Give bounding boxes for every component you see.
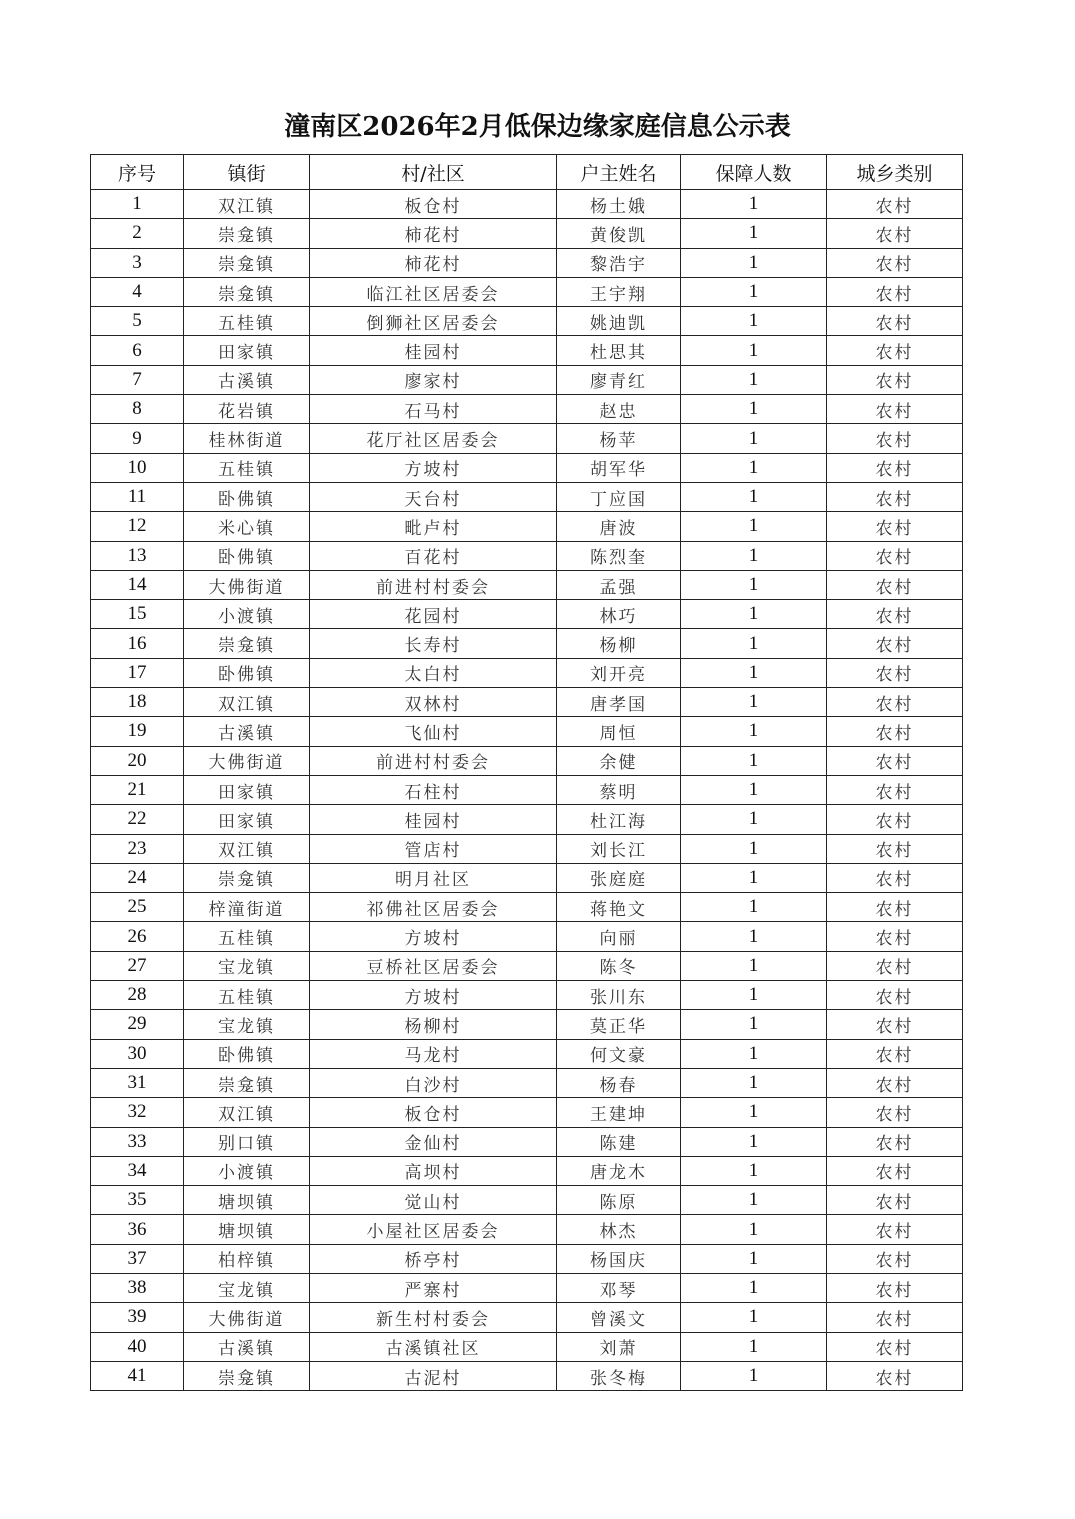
cell-town: 古溪镇 [184,717,310,746]
cell-town: 别口镇 [184,1127,310,1156]
table-row [91,1244,963,1273]
cell-town: 卧佛镇 [184,1039,310,1068]
cell-category: 农村 [827,482,963,511]
cell-village: 古溪镇社区 [310,1332,557,1361]
cell-people-count: 1 [681,365,827,394]
cell-index: 13 [91,541,184,570]
cell-people-count: 1 [681,395,827,424]
cell-index: 38 [91,1273,184,1302]
cell-category: 农村 [827,893,963,922]
cell-category: 农村 [827,1273,963,1302]
table-row [91,658,963,687]
cell-town: 花岩镇 [184,395,310,424]
table-row [91,512,963,541]
cell-householder: 张冬梅 [557,1361,681,1390]
cell-householder: 蒋艳文 [557,893,681,922]
cell-index: 5 [91,307,184,336]
cell-people-count: 1 [681,834,827,863]
cell-category: 农村 [827,1186,963,1215]
table-row [91,775,963,804]
cell-householder: 张川东 [557,981,681,1010]
cell-village: 双林村 [310,688,557,717]
cell-index: 23 [91,834,184,863]
cell-town: 崇龛镇 [184,863,310,892]
cell-people-count: 1 [681,1303,827,1332]
table-row [91,1215,963,1244]
cell-index: 36 [91,1215,184,1244]
cell-category: 农村 [827,1244,963,1273]
cell-village: 马龙村 [310,1039,557,1068]
cell-householder: 唐龙木 [557,1156,681,1185]
cell-people-count: 1 [681,541,827,570]
cell-index: 29 [91,1010,184,1039]
cell-people-count: 1 [681,1273,827,1302]
table-row [91,863,963,892]
cell-category: 农村 [827,336,963,365]
cell-index: 33 [91,1127,184,1156]
cell-people-count: 1 [681,658,827,687]
cell-category: 农村 [827,219,963,248]
cell-town: 小渡镇 [184,600,310,629]
cell-index: 14 [91,570,184,599]
cell-index: 19 [91,717,184,746]
cell-town: 塘坝镇 [184,1186,310,1215]
cell-people-count: 1 [681,424,827,453]
cell-village: 小屋社区居委会 [310,1215,557,1244]
cell-village: 前进村村委会 [310,746,557,775]
cell-index: 25 [91,893,184,922]
cell-village: 临江社区居委会 [310,277,557,306]
cell-town: 崇龛镇 [184,1068,310,1097]
cell-householder: 邓琴 [557,1273,681,1302]
cell-category: 农村 [827,277,963,306]
cell-householder: 杨国庆 [557,1244,681,1273]
table-row [91,805,963,834]
cell-people-count: 1 [681,482,827,511]
cell-householder: 陈建 [557,1127,681,1156]
cell-index: 15 [91,600,184,629]
cell-town: 古溪镇 [184,1332,310,1361]
cell-category: 农村 [827,1303,963,1332]
cell-index: 8 [91,395,184,424]
cell-people-count: 1 [681,629,827,658]
table-row [91,1332,963,1361]
cell-people-count: 1 [681,717,827,746]
cell-town: 田家镇 [184,775,310,804]
cell-village: 新生村村委会 [310,1303,557,1332]
cell-category: 农村 [827,1039,963,1068]
cell-index: 22 [91,805,184,834]
table-row [91,1156,963,1185]
cell-category: 农村 [827,395,963,424]
cell-index: 27 [91,951,184,980]
cell-village: 太白村 [310,658,557,687]
cell-people-count: 1 [681,512,827,541]
cell-people-count: 1 [681,951,827,980]
cell-town: 五桂镇 [184,981,310,1010]
table-row [91,951,963,980]
cell-village: 桂园村 [310,805,557,834]
cell-people-count: 1 [681,922,827,951]
cell-category: 农村 [827,600,963,629]
cell-index: 34 [91,1156,184,1185]
cell-people-count: 1 [681,1215,827,1244]
cell-town: 柏梓镇 [184,1244,310,1273]
cell-village: 板仓村 [310,190,557,219]
cell-people-count: 1 [681,1361,827,1390]
cell-village: 板仓村 [310,1098,557,1127]
cell-village: 花厅社区居委会 [310,424,557,453]
table-row [91,482,963,511]
cell-people-count: 1 [681,1127,827,1156]
cell-people-count: 1 [681,1068,827,1097]
cell-householder: 何文豪 [557,1039,681,1068]
cell-householder: 唐孝国 [557,688,681,717]
cell-town: 崇龛镇 [184,219,310,248]
cell-people-count: 1 [681,190,827,219]
cell-category: 农村 [827,951,963,980]
cell-index: 40 [91,1332,184,1361]
cell-householder: 曾溪文 [557,1303,681,1332]
cell-village: 杨柳村 [310,1010,557,1039]
cell-town: 塘坝镇 [184,1215,310,1244]
table-row [91,922,963,951]
table-row [91,424,963,453]
table-row [91,1039,963,1068]
header-people-count: 保障人数 [681,155,827,190]
cell-category: 农村 [827,453,963,482]
cell-people-count: 1 [681,688,827,717]
cell-index: 21 [91,775,184,804]
cell-category: 农村 [827,248,963,277]
cell-people-count: 1 [681,248,827,277]
cell-householder: 余健 [557,746,681,775]
cell-town: 大佛街道 [184,570,310,599]
cell-village: 倒狮社区居委会 [310,307,557,336]
cell-category: 农村 [827,1098,963,1127]
cell-town: 古溪镇 [184,365,310,394]
cell-village: 方坡村 [310,981,557,1010]
cell-householder: 王宇翔 [557,277,681,306]
cell-village: 管店村 [310,834,557,863]
cell-village: 高坝村 [310,1156,557,1185]
cell-village: 柿花村 [310,248,557,277]
cell-category: 农村 [827,717,963,746]
cell-town: 小渡镇 [184,1156,310,1185]
table-row [91,1303,963,1332]
cell-people-count: 1 [681,336,827,365]
cell-category: 农村 [827,834,963,863]
cell-householder: 周恒 [557,717,681,746]
cell-town: 五桂镇 [184,307,310,336]
cell-village: 柿花村 [310,219,557,248]
cell-town: 崇龛镇 [184,629,310,658]
cell-householder: 林杰 [557,1215,681,1244]
cell-people-count: 1 [681,981,827,1010]
cell-people-count: 1 [681,1098,827,1127]
cell-index: 30 [91,1039,184,1068]
cell-category: 农村 [827,688,963,717]
header-householder: 户主姓名 [557,155,681,190]
cell-category: 农村 [827,1156,963,1185]
cell-village: 方坡村 [310,922,557,951]
cell-people-count: 1 [681,1186,827,1215]
cell-people-count: 1 [681,453,827,482]
cell-town: 卧佛镇 [184,541,310,570]
table-row [91,1098,963,1127]
cell-village: 廖家村 [310,365,557,394]
cell-householder: 廖青红 [557,365,681,394]
table-row [91,629,963,658]
cell-category: 农村 [827,863,963,892]
cell-village: 天台村 [310,482,557,511]
cell-householder: 赵忠 [557,395,681,424]
table-row [91,688,963,717]
cell-householder: 胡军华 [557,453,681,482]
cell-people-count: 1 [681,1039,827,1068]
cell-village: 祁佛社区居委会 [310,893,557,922]
cell-people-count: 1 [681,893,827,922]
cell-category: 农村 [827,658,963,687]
cell-people-count: 1 [681,600,827,629]
cell-index: 18 [91,688,184,717]
table-row [91,746,963,775]
table-row [91,981,963,1010]
cell-people-count: 1 [681,1156,827,1185]
cell-village: 石柱村 [310,775,557,804]
cell-householder: 蔡明 [557,775,681,804]
table-row [91,717,963,746]
cell-householder: 刘长江 [557,834,681,863]
cell-householder: 孟强 [557,570,681,599]
cell-village: 觉山村 [310,1186,557,1215]
cell-category: 农村 [827,424,963,453]
cell-index: 31 [91,1068,184,1097]
cell-category: 农村 [827,1068,963,1097]
cell-index: 11 [91,482,184,511]
cell-village: 古泥村 [310,1361,557,1390]
header-category: 城乡类别 [827,155,963,190]
cell-category: 农村 [827,541,963,570]
cell-town: 宝龙镇 [184,1010,310,1039]
cell-town: 崇龛镇 [184,1361,310,1390]
table-row [91,248,963,277]
cell-category: 农村 [827,1010,963,1039]
cell-index: 39 [91,1303,184,1332]
cell-town: 双江镇 [184,190,310,219]
table-row [91,1068,963,1097]
cell-people-count: 1 [681,1332,827,1361]
cell-category: 农村 [827,1127,963,1156]
cell-householder: 杨土娥 [557,190,681,219]
cell-index: 16 [91,629,184,658]
cell-town: 梓潼街道 [184,893,310,922]
table-row [91,1010,963,1039]
cell-index: 37 [91,1244,184,1273]
cell-category: 农村 [827,1332,963,1361]
cell-town: 五桂镇 [184,922,310,951]
table-row [91,834,963,863]
cell-householder: 杜江海 [557,805,681,834]
table-header-row [91,155,963,190]
table-row [91,1273,963,1302]
cell-index: 3 [91,248,184,277]
cell-people-count: 1 [681,307,827,336]
cell-householder: 丁应国 [557,482,681,511]
table-row [91,570,963,599]
cell-householder: 杜思其 [557,336,681,365]
cell-category: 农村 [827,570,963,599]
cell-village: 飞仙村 [310,717,557,746]
cell-village: 前进村村委会 [310,570,557,599]
info-table [90,154,963,1391]
cell-index: 10 [91,453,184,482]
cell-village: 长寿村 [310,629,557,658]
cell-category: 农村 [827,365,963,394]
table-body [91,190,963,1391]
cell-people-count: 1 [681,805,827,834]
cell-householder: 陈烈奎 [557,541,681,570]
table-row [91,336,963,365]
cell-village: 明月社区 [310,863,557,892]
table-row [91,365,963,394]
cell-town: 双江镇 [184,688,310,717]
cell-category: 农村 [827,1215,963,1244]
table-row [91,1186,963,1215]
cell-category: 农村 [827,981,963,1010]
cell-people-count: 1 [681,775,827,804]
cell-town: 桂林街道 [184,424,310,453]
cell-householder: 黎浩宇 [557,248,681,277]
cell-category: 农村 [827,805,963,834]
cell-index: 17 [91,658,184,687]
cell-householder: 刘萧 [557,1332,681,1361]
cell-index: 28 [91,981,184,1010]
cell-category: 农村 [827,1361,963,1390]
cell-people-count: 1 [681,863,827,892]
cell-category: 农村 [827,307,963,336]
cell-index: 12 [91,512,184,541]
cell-people-count: 1 [681,219,827,248]
cell-householder: 杨苹 [557,424,681,453]
cell-village: 毗卢村 [310,512,557,541]
cell-householder: 向丽 [557,922,681,951]
table-row [91,277,963,306]
cell-people-count: 1 [681,1010,827,1039]
cell-people-count: 1 [681,1244,827,1273]
cell-index: 26 [91,922,184,951]
cell-town: 双江镇 [184,1098,310,1127]
cell-householder: 唐波 [557,512,681,541]
cell-people-count: 1 [681,570,827,599]
cell-town: 双江镇 [184,834,310,863]
table-row [91,395,963,424]
cell-householder: 刘开亮 [557,658,681,687]
cell-index: 4 [91,277,184,306]
cell-town: 米心镇 [184,512,310,541]
cell-category: 农村 [827,746,963,775]
table-row [91,307,963,336]
document-title: 潼南区2026年2月低保边缘家庭信息公示表 [284,112,791,142]
cell-town: 田家镇 [184,805,310,834]
cell-index: 41 [91,1361,184,1390]
cell-town: 崇龛镇 [184,248,310,277]
cell-village: 桂园村 [310,336,557,365]
table-row [91,1127,963,1156]
header-village: 村/社区 [310,155,557,190]
table-row [91,190,963,219]
cell-householder: 杨柳 [557,629,681,658]
cell-village: 豆桥社区居委会 [310,951,557,980]
cell-index: 7 [91,365,184,394]
cell-town: 卧佛镇 [184,482,310,511]
cell-village: 严寨村 [310,1273,557,1302]
cell-householder: 张庭庭 [557,863,681,892]
cell-people-count: 1 [681,277,827,306]
cell-index: 32 [91,1098,184,1127]
cell-people-count: 1 [681,746,827,775]
cell-village: 花园村 [310,600,557,629]
table-row [91,541,963,570]
table-row [91,600,963,629]
cell-householder: 林巧 [557,600,681,629]
cell-category: 农村 [827,190,963,219]
table-row [91,893,963,922]
cell-village: 百花村 [310,541,557,570]
cell-village: 金仙村 [310,1127,557,1156]
cell-category: 农村 [827,512,963,541]
cell-town: 宝龙镇 [184,951,310,980]
cell-householder: 黄俊凯 [557,219,681,248]
cell-town: 田家镇 [184,336,310,365]
cell-town: 崇龛镇 [184,277,310,306]
cell-householder: 莫正华 [557,1010,681,1039]
cell-householder: 陈原 [557,1186,681,1215]
cell-index: 6 [91,336,184,365]
cell-category: 农村 [827,922,963,951]
cell-category: 农村 [827,775,963,804]
cell-index: 1 [91,190,184,219]
header-index: 序号 [91,155,184,190]
table-row [91,219,963,248]
cell-index: 20 [91,746,184,775]
cell-town: 大佛街道 [184,746,310,775]
cell-town: 五桂镇 [184,453,310,482]
cell-village: 方坡村 [310,453,557,482]
cell-householder: 姚迪凯 [557,307,681,336]
table-row [91,1361,963,1390]
cell-town: 卧佛镇 [184,658,310,687]
cell-index: 35 [91,1186,184,1215]
header-town: 镇街 [184,155,310,190]
cell-householder: 王建坤 [557,1098,681,1127]
cell-village: 石马村 [310,395,557,424]
cell-town: 大佛街道 [184,1303,310,1332]
cell-village: 白沙村 [310,1068,557,1097]
cell-index: 24 [91,863,184,892]
cell-town: 宝龙镇 [184,1273,310,1302]
cell-category: 农村 [827,629,963,658]
table-row [91,453,963,482]
cell-index: 2 [91,219,184,248]
cell-householder: 杨春 [557,1068,681,1097]
cell-village: 桥亭村 [310,1244,557,1273]
cell-index: 9 [91,424,184,453]
cell-householder: 陈冬 [557,951,681,980]
